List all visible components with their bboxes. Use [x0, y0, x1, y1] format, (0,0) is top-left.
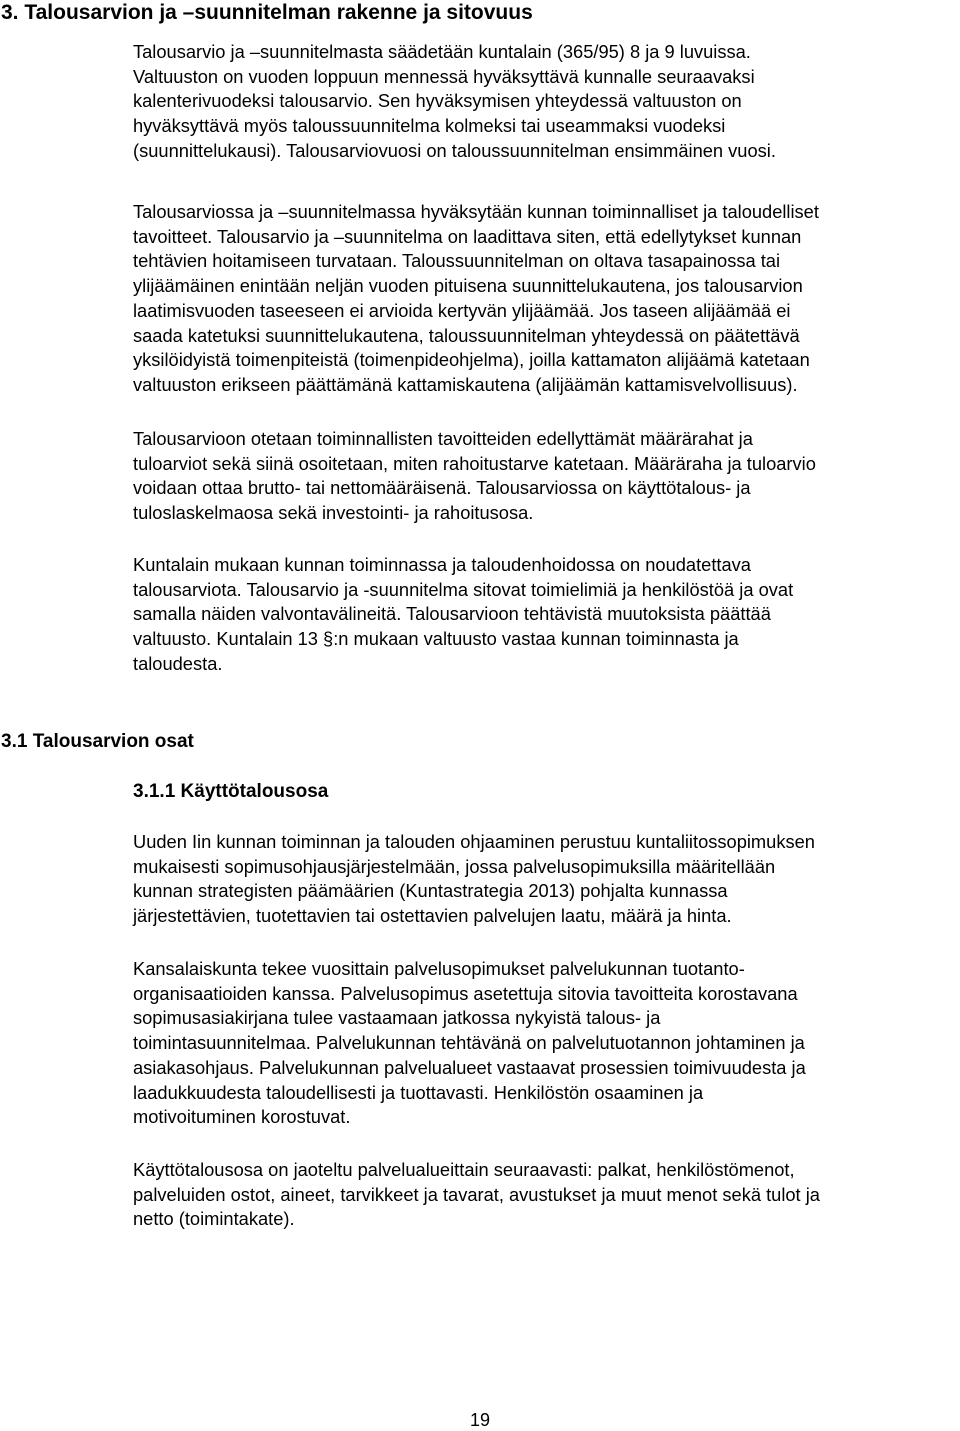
subsection-heading: 3.1 Talousarvion osat	[1, 731, 194, 752]
paragraph-binding-effect	[133, 553, 959, 677]
text-line: tuloslaskelmaosa sekä investointi- ja rahoitusosa.	[133, 502, 534, 524]
paragraph-agreement-steering	[133, 830, 959, 929]
text-line: palveluiden ostot, aineet, tarvikkeet ja tavarat, avustukset ja muut menot sekä tulot ja	[133, 1183, 820, 1205]
text-line: samalla näiden valvontavälineitä. Talousarvioon tehtävistä muutoksista päättää	[133, 603, 771, 625]
text-line: järjestettävien, tuotettavien tai ostettavien palvelujen laatu, määrä ja hinta.	[133, 905, 732, 927]
text-line: Kansalaiskunta tekee vuosittain palvelusopimukset palvelukunnan tuotanto-	[133, 958, 745, 979]
text-line: motivoituminen korostuvat.	[133, 1106, 351, 1128]
text-line: Valtuuston on vuoden loppuun mennessä hyväksyttävä kunnalle seuraavaksi	[133, 65, 755, 87]
text-line: Talousarvioon otetaan toiminnallisten tavoitteiden edellyttämät määrärahat ja	[133, 428, 753, 449]
text-line: Talousarviossa ja –suunnitelmassa hyväksytään kunnan toiminnalliset ja taloudelliset	[133, 201, 819, 222]
text-line: toimintasuunnitelmaa. Palvelukunnan tehtävänä on palvelutuotannon johtaminen ja	[133, 1032, 805, 1054]
section-heading: 3. Talousarvion ja –suunnitelman rakenne ja sitovuus	[1, 1, 533, 24]
text-line: netto (toimintakate).	[133, 1208, 295, 1230]
text-line: Kuntalain mukaan kunnan toiminnassa ja taloudenhoidossa on noudatettava	[133, 554, 751, 575]
text-line: laatimisvuoden taseeseen ei arvioida kertyvän ylijäämää. Jos taseen alijäämää ei	[133, 299, 791, 321]
paragraph-budget-goals	[133, 200, 959, 398]
paragraph-operating-budget-breakdown	[133, 1158, 959, 1232]
text-line: saada katetuksi suunnittelukautena, taloussuunnitelman yhteydessä on päätettävä	[133, 324, 800, 346]
text-line: (suunnittelukausi). Talousarviovuosi on taloussuunnitelman ensimmäinen vuosi.	[133, 139, 776, 161]
text-line: voidaan ottaa brutto- tai nettomääräisenä. Talousarviossa on käyttötalous- ja	[133, 477, 751, 499]
paragraph-appropriations	[133, 427, 959, 526]
paragraph-service-agreements	[133, 957, 959, 1130]
text-line: talousarviota. Talousarvio ja -suunnitelma sitovat toimielimiä ja henkilöstöä ja ovat	[133, 578, 794, 600]
subsubsection-heading: 3.1.1 Käyttötalousosa	[133, 781, 329, 802]
text-line: valtuusto. Kuntalain 13 §:n mukaan valtuusto vastaa kunnan toiminnasta ja	[133, 628, 739, 650]
text-line: organisaatioiden kanssa. Palvelusopimus asetettuja sitovia tavoitteita korostavana	[133, 982, 798, 1004]
text-line: kalenterivuodeksi talousarvio. Sen hyväksymisen yhteydessä valtuuston on	[133, 90, 742, 112]
text-line: Käyttötalousosa on jaoteltu palvelualueittain seuraavasti: palkat, henkilöstömenot,	[133, 1159, 795, 1180]
text-line: tuloarviot sekä siinä osoitetaan, miten rahoitustarve katetaan. Määräraha ja tuloarvio	[133, 452, 816, 474]
text-line: mukaisesti sopimusohjausjärjestelmään, jossa palvelusopimuksilla määritellään	[133, 855, 776, 877]
text-line: asiakasohjaus. Palvelukunnan palvelualueet vastaavat prosessien toimivuudesta ja	[133, 1056, 806, 1078]
text-line: hyväksyttävä myös taloussuunnitelma kolmeksi tai useammaksi vuodeksi	[133, 115, 726, 137]
text-line: tavoitteet. Talousarvio ja –suunnitelma on laadittava siten, että edellytykset kunnan	[133, 225, 802, 247]
page-number: 19	[469, 1410, 491, 1430]
text-line: tehtävien hoitamiseen turvataan. Taloussuunnitelman on oltava tasapainossa tai	[133, 250, 781, 272]
text-line: yksilöidyistä toimenpiteistä (toimenpideohjelma), joilla kattamaton alijäämä katetaan	[133, 349, 810, 371]
text-line: Talousarvio ja –suunnitelmasta säädetään kuntalain (365/95) 8 ja 9 luvuissa.	[133, 41, 751, 62]
text-line: Uuden Iin kunnan toiminnan ja talouden ohjaaminen perustuu kuntaliitossopimuksen	[133, 831, 815, 852]
text-line: taloudesta.	[133, 652, 223, 674]
paragraph-budget-legal-basis	[133, 40, 959, 164]
text-line: ylijäämäinen enintään neljän vuoden pituisena suunnittelukautena, jos talousarvion	[133, 275, 803, 297]
text-line: laadukkuudesta taloudellisesti ja tuottavasti. Henkilöstön osaaminen ja	[133, 1081, 704, 1103]
text-line: valtuuston erikseen päättämänä kattamiskautena (alijäämän kattamisvelvollisuus).	[133, 373, 798, 395]
text-line: sopimusasiakirjana tulee vastaamaan jatkossa nykyistä talous- ja	[133, 1007, 661, 1029]
text-line: kunnan strategisten päämäärien (Kuntastrategia 2013) pohjalta kunnassa	[133, 880, 728, 902]
